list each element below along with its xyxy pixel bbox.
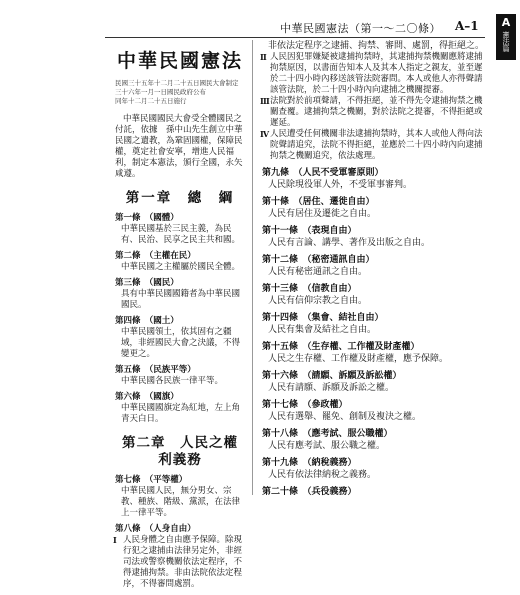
article-heading: 第七條 （平等權） <box>115 475 188 485</box>
article-text: 人民除現役軍人外，不受軍事審判。 <box>268 180 413 190</box>
article-heading: 第十條 （居住、遷徙自由） <box>262 197 375 207</box>
article-text: 具有中華民國國籍者為中華民國國民。 <box>121 289 241 310</box>
header-rule <box>105 37 485 38</box>
article-heading: 第一條 （國體） <box>115 213 179 223</box>
article <box>262 312 487 336</box>
article <box>262 167 487 191</box>
article-heading: 第十三條 （信教自由） <box>262 284 357 294</box>
section-tab-letter: A <box>501 16 511 29</box>
article-heading: 第六條 （國旗） <box>115 392 179 402</box>
paragraph <box>260 52 487 96</box>
article-text: 人民有選舉、罷免、創制及複決之權。 <box>268 412 422 422</box>
article <box>262 486 487 498</box>
article-heading: 第二十條 （兵役義務） <box>262 487 357 497</box>
article-text: 人民有信仰宗教之自由。 <box>268 296 368 306</box>
enactment-line: 民國三十五年十二月二十五日國民大會制定 <box>115 79 239 87</box>
paragraph-text: 人民因犯罪嫌疑被逮捕拘禁時，其逮捕拘禁機關應將逮捕拘禁原因，以書面告知本人及其本人指定之親友，並至遲於二十四小時內移送該管法院審問。本人或他人亦得聲請該管法院，於二十四小時內向逮捕之機關提審。 <box>270 52 483 95</box>
article-heading: 第二條 （主權在民） <box>115 251 196 261</box>
article-heading: 第五條 （民族平等） <box>115 365 196 375</box>
section-tab[interactable] <box>496 14 516 60</box>
article-text: 中華民國國旗定為紅地，左上角青天白日。 <box>121 403 241 424</box>
article-heading: 第四條 （國土） <box>115 316 179 326</box>
paragraph-text: 人民遭受任何機關非法逮捕拘禁時，其本人或他人得向法院聲請追究，法院不得拒絕，並應於二十四小時內向逮捕拘禁之機關追究，依法處理。 <box>270 129 483 161</box>
article-heading: 第十四條 （集會、結社自由） <box>262 313 384 323</box>
article-text: 人民有居住及遷徙之自由。 <box>268 209 377 219</box>
article-text: 人民有依法律納稅之義務。 <box>268 470 377 480</box>
paragraph-text: 人民身體之自由應予保障。除現行犯之逮捕由法律另定外，非經司法或警察機關依法定程序，不得逮捕拘禁。非由法院依法定程序，不得審問處罰。 <box>123 535 243 589</box>
article <box>262 341 487 365</box>
article-heading: 第八條 （人身自由） <box>115 524 196 534</box>
article-heading: 第十九條 （納稅義務） <box>262 458 357 468</box>
article-heading: 第十二條 （秘密通訊自由） <box>262 255 375 265</box>
article-text: 中華民國人民，無分男女、宗教、種族、階級、黨派，在法律上一律平等。 <box>121 486 241 518</box>
article <box>262 283 487 307</box>
article-heading: 第三條 （國民） <box>115 278 179 288</box>
preamble: 中華民國國民大會受全體國民之付託，依據 孫中山先生創立中華民國之遺教，為鞏固國權，保障民權，奠定社會安寧，增進人民福利，制定本憲法，頒行全國，永矢咸遵。 <box>115 114 243 179</box>
enactment-info <box>115 79 245 106</box>
article-text: 人民有集會及結社之自由。 <box>268 325 377 335</box>
article-text: 中華民國基於三民主義，為民有、民治、民享之民主共和國。 <box>121 224 241 245</box>
paragraph-number: Ⅳ <box>260 129 270 139</box>
article <box>115 213 245 246</box>
paragraph-text: 法院對於前項聲請，不得拒絕，並不得先令逮捕拘禁之機關查覆。逮捕拘禁之機關，對於法院之提審，不得拒絕或遲延。 <box>270 96 483 128</box>
article-text: 人民有秘密通訊之自由。 <box>268 267 368 277</box>
article <box>262 196 487 220</box>
paragraph-number: Ⅱ <box>260 52 267 62</box>
article <box>115 316 245 360</box>
article <box>115 365 245 387</box>
paragraph-number: Ⅲ <box>260 96 270 106</box>
paragraph <box>113 535 245 590</box>
article-text-continued: 非依法定程序之逮捕、拘禁、審問、處罰，得拒絕之。 <box>268 41 485 51</box>
article-text: 中華民國領土，依其固有之疆域，非經國民大會之決議，不得變更之。 <box>121 327 241 359</box>
paragraph <box>260 129 487 162</box>
article <box>115 524 245 590</box>
article-text: 人民有應考試、服公職之權。 <box>268 441 386 451</box>
article-text: 中華民國之主權屬於國民全體。 <box>121 262 241 272</box>
article <box>262 254 487 278</box>
article-heading: 第九條 （人民不受軍審原則） <box>262 168 384 178</box>
article-text: 人民之生存權、工作權及財產權，應予保障。 <box>268 354 449 364</box>
paragraph <box>260 96 487 129</box>
enactment-line: 三十六年一月一日國民政府公布 <box>115 88 206 96</box>
article-text: 人民有言論、講學、著作及出版之自由。 <box>268 238 431 248</box>
article-text: 人民有請願、訴願及訴訟之權。 <box>268 383 395 393</box>
column-divider <box>252 40 253 495</box>
paragraph-number: Ⅰ <box>113 535 117 545</box>
article-text: 中華民國各民族一律平等。 <box>121 376 224 386</box>
page-number: A–1 <box>455 19 479 33</box>
left-column <box>115 40 245 595</box>
article-heading: 第十六條 （請願、訴願及訴訟權） <box>262 371 402 381</box>
chapter-heading: 第二章 人民之權利義務 <box>122 435 238 468</box>
article <box>262 225 487 249</box>
article <box>262 428 487 452</box>
article <box>262 457 487 481</box>
article <box>115 475 245 519</box>
section-tab-label: 憲法篇 <box>502 31 510 52</box>
article <box>262 399 487 423</box>
running-head-title: 中華民國憲法（第一～二〇條） <box>280 22 441 35</box>
article <box>115 392 245 425</box>
article <box>115 251 245 273</box>
article-heading: 第十一條 （表現自由） <box>262 226 357 236</box>
document-title: 中華民國憲法 <box>116 50 243 72</box>
right-column <box>262 40 487 503</box>
article <box>262 370 487 394</box>
article-heading: 第十七條 （參政權） <box>262 400 348 410</box>
article-heading: 第十五條 （生存權、工作權及財產權） <box>262 342 420 352</box>
chapter-heading: 第一章 總 綱 <box>125 190 235 206</box>
enactment-line: 同年十二月二十五日施行 <box>115 97 187 105</box>
article <box>115 278 245 311</box>
page-header <box>0 12 520 42</box>
article-heading: 第十八條 （應考試、服公職權） <box>262 429 393 439</box>
